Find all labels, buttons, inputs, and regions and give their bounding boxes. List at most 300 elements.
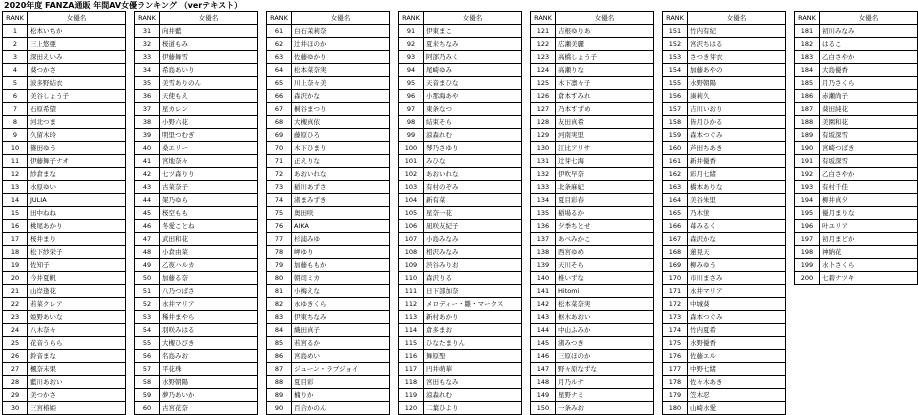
rank-cell: 59 — [135, 389, 160, 402]
rank-cell: 175 — [663, 337, 688, 350]
actress-name-cell: 向井藍 — [160, 25, 258, 38]
actress-name-cell: 涼森れむ — [424, 389, 522, 402]
table-row — [531, 142, 654, 155]
actress-name-cell: 天川そら — [556, 259, 654, 272]
actress-name-cell: 大槻真依 — [292, 116, 390, 129]
actress-name-cell: 宮島めい — [292, 350, 390, 363]
rank-cell: 132 — [531, 168, 556, 181]
rank-cell: 70 — [267, 142, 292, 155]
table-row — [531, 376, 654, 389]
actress-name-cell: 七碧ナツキ — [820, 272, 918, 285]
actress-name-cell: ジューン・ラブジョイ — [292, 363, 390, 376]
rank-cell: 30 — [3, 402, 28, 415]
table-header-row — [663, 12, 786, 25]
actress-name-cell: 桜井まり — [28, 233, 126, 246]
actress-name-cell: 野々原なずな — [556, 363, 654, 376]
table-row — [795, 155, 918, 168]
table-row — [663, 129, 786, 142]
table-row — [399, 155, 522, 168]
rank-cell: 112 — [399, 298, 424, 311]
actress-name-cell: 永井マリア — [688, 285, 786, 298]
rank-cell: 182 — [795, 38, 820, 51]
table-row — [399, 272, 522, 285]
rank-cell: 176 — [663, 350, 688, 363]
rank-cell: 83 — [267, 311, 292, 324]
rank-cell: 194 — [795, 194, 820, 207]
table-row — [267, 259, 390, 272]
table-row — [663, 350, 786, 363]
actress-name-cell: 永ゆきくら — [292, 298, 390, 311]
rank-cell: 46 — [135, 220, 160, 233]
rank-cell: 171 — [663, 285, 688, 298]
rank-cell: 111 — [399, 285, 424, 298]
table-row — [531, 389, 654, 402]
rank-cell: 79 — [267, 259, 292, 272]
rank-cell: 120 — [399, 402, 424, 415]
table-row — [531, 90, 654, 103]
rank-cell: 188 — [795, 116, 820, 129]
table-row — [795, 233, 918, 246]
rank-cell: 96 — [399, 90, 424, 103]
table-row — [795, 103, 918, 116]
actress-name-cell: 乙白さやか — [820, 51, 918, 64]
rank-cell: 195 — [795, 207, 820, 220]
rank-cell: 127 — [531, 103, 556, 116]
rank-cell: 177 — [663, 363, 688, 376]
table-row — [135, 207, 258, 220]
actress-name-cell: 楠りか — [292, 389, 390, 402]
actress-name-cell: 彩月七緒 — [688, 168, 786, 181]
actress-name-cell: あおいれな — [292, 168, 390, 181]
table-row — [795, 51, 918, 64]
actress-name-cell: 有村千佳 — [820, 181, 918, 194]
rank-cell: 100 — [399, 142, 424, 155]
rank-cell: 187 — [795, 103, 820, 116]
rank-cell: 23 — [3, 311, 28, 324]
table-row — [663, 194, 786, 207]
actress-name-cell: 笠木忍 — [688, 389, 786, 402]
actress-name-cell: 加藤ももか — [292, 259, 390, 272]
actress-name-cell: 東条なつ — [424, 103, 522, 116]
actress-name-cell: 乃本すずめ — [556, 103, 654, 116]
rank-cell: 67 — [267, 103, 292, 116]
rank-cell: 8 — [3, 116, 28, 129]
actress-name-cell: 夢乃あいか — [160, 389, 258, 402]
actress-name-cell: 初月まどか — [820, 233, 918, 246]
table-row — [3, 363, 126, 376]
actress-name-cell: 涼森れむ — [424, 129, 522, 142]
rank-cell: 192 — [795, 168, 820, 181]
rank-cell: 119 — [399, 389, 424, 402]
rank-cell: 24 — [3, 324, 28, 337]
table-row — [399, 311, 522, 324]
rank-cell: 12 — [3, 168, 28, 181]
table-row — [3, 272, 126, 285]
actress-name-cell: 宮地奈々 — [160, 155, 258, 168]
rank-cell: 118 — [399, 376, 424, 389]
actress-name-cell: 松本菜奈実 — [556, 298, 654, 311]
table-row — [531, 298, 654, 311]
rank-cell: 15 — [3, 207, 28, 220]
rank-cell: 97 — [399, 103, 424, 116]
rank-cell: 45 — [135, 207, 160, 220]
name-column-header: 女優名 — [28, 12, 126, 25]
actress-name-cell: 吉根ゆりあ — [556, 25, 654, 38]
actress-name-cell: 美雪ありのん — [160, 77, 258, 90]
rank-cell: 84 — [267, 324, 292, 337]
table-row — [399, 51, 522, 64]
rank-cell: 72 — [267, 168, 292, 181]
rank-cell: 189 — [795, 129, 820, 142]
table-row — [663, 90, 786, 103]
table-row — [531, 363, 654, 376]
table-row — [135, 337, 258, 350]
table-row — [3, 389, 126, 402]
table-row — [399, 181, 522, 194]
rank-cell: 152 — [663, 38, 688, 51]
rank-cell: 162 — [663, 168, 688, 181]
actress-name-cell: みひな — [424, 155, 522, 168]
actress-name-cell: 湊莉久 — [688, 90, 786, 103]
table-row — [531, 246, 654, 259]
table-row — [531, 194, 654, 207]
actress-name-cell: 宮田もなみ — [424, 376, 522, 389]
rank-cell: 27 — [3, 363, 28, 376]
actress-name-cell: 朝司ミカ — [292, 272, 390, 285]
table-row — [3, 25, 126, 38]
actress-name-cell: 武田和花 — [160, 233, 258, 246]
table-row — [135, 389, 258, 402]
rank-cell: 137 — [531, 233, 556, 246]
actress-name-cell: 大槻ひびき — [160, 337, 258, 350]
actress-name-cell: 織田真子 — [292, 324, 390, 337]
table-row — [399, 116, 522, 129]
table-row — [267, 64, 390, 77]
table-row — [795, 181, 918, 194]
table-row — [795, 129, 918, 142]
actress-name-cell: 森沢りる — [424, 272, 522, 285]
rank-cell: 14 — [3, 194, 28, 207]
actress-name-cell: 若菜クレア — [28, 298, 126, 311]
rank-cell: 138 — [531, 246, 556, 259]
rank-column-header: RANK — [795, 12, 820, 25]
table-row — [267, 350, 390, 363]
table-row — [3, 259, 126, 272]
actress-name-cell: ひなたまりん — [424, 337, 522, 350]
actress-name-cell: 星野ナミ — [556, 389, 654, 402]
rank-cell: 68 — [267, 116, 292, 129]
rank-cell: 151 — [663, 25, 688, 38]
actress-name-cell: 森本つぐみ — [688, 311, 786, 324]
actress-name-cell: 小倉由菜 — [160, 246, 258, 259]
rank-cell: 6 — [3, 90, 28, 103]
actress-name-cell: 三原ほのか — [556, 350, 654, 363]
table-row — [531, 155, 654, 168]
rank-cell: 190 — [795, 142, 820, 155]
actress-name-cell: 乙白さやか — [820, 168, 918, 181]
rank-cell: 19 — [3, 259, 28, 272]
rank-cell: 95 — [399, 77, 424, 90]
rank-cell: 122 — [531, 38, 556, 51]
rank-cell: 106 — [399, 220, 424, 233]
rank-cell: 107 — [399, 233, 424, 246]
actress-name-cell: 倉本すみれ — [556, 90, 654, 103]
actress-name-cell: 月乃さくら — [820, 77, 918, 90]
actress-name-cell: 鈴音まな — [28, 350, 126, 363]
rank-cell: 103 — [399, 181, 424, 194]
rank-cell: 10 — [3, 142, 28, 155]
actress-name-cell: 琴乃さゆり — [424, 142, 522, 155]
actress-name-cell: 久留木玲 — [28, 129, 126, 142]
table-row — [663, 116, 786, 129]
rank-cell: 164 — [663, 194, 688, 207]
table-row — [663, 233, 786, 246]
actress-name-cell: 八木奈々 — [28, 324, 126, 337]
table-row — [663, 246, 786, 259]
table-row — [135, 259, 258, 272]
rank-cell: 148 — [531, 376, 556, 389]
table-row — [135, 311, 258, 324]
actress-name-cell: 日下部加奈 — [424, 285, 522, 298]
rank-cell: 25 — [3, 337, 28, 350]
table-row — [135, 116, 258, 129]
table-row — [3, 38, 126, 51]
rank-cell: 184 — [795, 64, 820, 77]
table-row — [267, 116, 390, 129]
actress-name-cell: 夏目彩春 — [556, 194, 654, 207]
table-row — [795, 142, 918, 155]
table-row — [399, 64, 522, 77]
table-row — [3, 350, 126, 363]
actress-name-cell: 天使もえ — [160, 90, 258, 103]
rank-cell: 78 — [267, 246, 292, 259]
rank-cell: 108 — [399, 246, 424, 259]
actress-name-cell: 伊東ちなみ — [292, 311, 390, 324]
table-row — [663, 103, 786, 116]
rank-cell: 166 — [663, 220, 688, 233]
actress-name-cell: 有村のぞみ — [424, 181, 522, 194]
rank-cell: 140 — [531, 272, 556, 285]
table-header-row — [531, 12, 654, 25]
rank-cell: 41 — [135, 155, 160, 168]
actress-name-cell: 森沢かな — [688, 233, 786, 246]
table-row — [663, 168, 786, 181]
rank-cell: 186 — [795, 90, 820, 103]
rank-cell: 94 — [399, 64, 424, 77]
actress-name-cell: 美園和花 — [820, 116, 918, 129]
name-column-header: 女優名 — [556, 12, 654, 25]
rank-cell: 82 — [267, 298, 292, 311]
rank-cell: 105 — [399, 207, 424, 220]
rank-cell: 87 — [267, 363, 292, 376]
actress-name-cell: 辻井ほのか — [292, 38, 390, 51]
rank-cell: 29 — [3, 389, 28, 402]
actress-name-cell: 佐知子 — [28, 259, 126, 272]
actress-name-cell: 結束そら — [424, 116, 522, 129]
table-row — [267, 168, 390, 181]
table-header-row — [3, 12, 126, 25]
rank-cell: 147 — [531, 363, 556, 376]
actress-name-cell: 中野七緒 — [688, 363, 786, 376]
actress-name-cell: 中城葵 — [688, 298, 786, 311]
ranking-table-5 — [530, 11, 654, 415]
rank-column-header: RANK — [3, 12, 28, 25]
table-row — [267, 129, 390, 142]
name-column-header: 女優名 — [820, 12, 918, 25]
rank-cell: 71 — [267, 155, 292, 168]
rank-cell: 154 — [663, 64, 688, 77]
rank-cell: 37 — [135, 103, 160, 116]
rank-cell: 185 — [795, 77, 820, 90]
rank-cell: 32 — [135, 38, 160, 51]
actress-name-cell: 皆月ひかる — [688, 116, 786, 129]
rank-cell: 110 — [399, 272, 424, 285]
table-row — [135, 103, 258, 116]
actress-name-cell: 桜道もみ — [160, 38, 258, 51]
actress-name-cell: 葵田純花 — [820, 103, 918, 116]
actress-name-cell: 柳みゆう — [688, 259, 786, 272]
actress-name-cell: 松本いちか — [28, 25, 126, 38]
actress-name-cell: 冬愛ことね — [160, 220, 258, 233]
rank-cell: 17 — [3, 233, 28, 246]
table-row — [3, 129, 126, 142]
rank-cell: 142 — [531, 298, 556, 311]
rank-cell: 145 — [531, 337, 556, 350]
table-row — [663, 363, 786, 376]
actress-name-cell: 希島あいり — [160, 64, 258, 77]
table-row — [267, 285, 390, 298]
rank-cell: 133 — [531, 181, 556, 194]
actress-name-cell: 紗倉まな — [28, 168, 126, 181]
rank-cell: 4 — [3, 64, 28, 77]
actress-name-cell: 稀井まやら — [160, 311, 258, 324]
table-row — [267, 207, 390, 220]
rank-cell: 2 — [3, 38, 28, 51]
table-row — [267, 402, 390, 415]
table-row — [3, 181, 126, 194]
rank-cell: 136 — [531, 220, 556, 233]
rank-cell: 101 — [399, 155, 424, 168]
table-row — [267, 311, 390, 324]
rank-cell: 44 — [135, 194, 160, 207]
table-row — [663, 207, 786, 220]
rank-cell: 42 — [135, 168, 160, 181]
table-row — [663, 311, 786, 324]
rank-cell: 123 — [531, 51, 556, 64]
rank-cell: 135 — [531, 207, 556, 220]
rank-cell: 18 — [3, 246, 28, 259]
table-row — [531, 51, 654, 64]
rank-cell: 26 — [3, 350, 28, 363]
actress-name-cell: 羽咲みはる — [160, 324, 258, 337]
table-row — [135, 194, 258, 207]
rank-cell: 81 — [267, 285, 292, 298]
table-row — [531, 402, 654, 415]
actress-name-cell: 宮崎つばき — [820, 142, 918, 155]
table-header-row — [795, 12, 918, 25]
actress-name-cell: 永井マリア — [160, 298, 258, 311]
table-row — [267, 272, 390, 285]
table-row — [795, 168, 918, 181]
actress-name-cell: 新村あかり — [424, 311, 522, 324]
table-row — [135, 51, 258, 64]
rank-cell: 74 — [267, 194, 292, 207]
rank-cell: 38 — [135, 116, 160, 129]
table-row — [267, 363, 390, 376]
actress-name-cell: 奥田咲 — [292, 207, 390, 220]
rank-cell: 33 — [135, 51, 160, 64]
actress-name-cell: 神納花 — [820, 246, 918, 259]
table-row — [663, 298, 786, 311]
actress-name-cell: さつき芽衣 — [688, 51, 786, 64]
rank-cell: 53 — [135, 311, 160, 324]
rank-cell: 168 — [663, 246, 688, 259]
table-row — [663, 25, 786, 38]
rank-cell: 200 — [795, 272, 820, 285]
actress-name-cell: 江比アリサ — [556, 142, 654, 155]
actress-name-cell: 星カレン — [160, 103, 258, 116]
rank-cell: 55 — [135, 337, 160, 350]
actress-name-cell: 伊藤舞雪 — [160, 51, 258, 64]
actress-name-cell: 松本菜奈実 — [292, 64, 390, 77]
table-row — [3, 77, 126, 90]
rank-cell: 170 — [663, 272, 688, 285]
rank-cell: 34 — [135, 64, 160, 77]
actress-name-cell: 川上奈々美 — [292, 77, 390, 90]
table-row — [399, 207, 522, 220]
table-row — [267, 142, 390, 155]
actress-name-cell: 乙夜ハルカ — [160, 259, 258, 272]
table-row — [795, 64, 918, 77]
table-row — [267, 90, 390, 103]
rank-cell: 80 — [267, 272, 292, 285]
actress-name-cell: 夏目彩 — [292, 376, 390, 389]
actress-name-cell: 百合かのん — [292, 402, 390, 415]
table-row — [663, 272, 786, 285]
actress-name-cell: 芦田ちあき — [688, 142, 786, 155]
table-row — [531, 64, 654, 77]
rank-cell: 88 — [267, 376, 292, 389]
rank-cell: 61 — [267, 25, 292, 38]
actress-name-cell: 円井萌華 — [424, 363, 522, 376]
ranking-table-3 — [266, 11, 390, 415]
table-row — [267, 389, 390, 402]
table-row — [399, 285, 522, 298]
rank-cell: 173 — [663, 311, 688, 324]
rank-cell: 199 — [795, 259, 820, 272]
actress-name-cell: 叶ユリア — [820, 220, 918, 233]
actress-name-cell: 松下紗栄子 — [28, 246, 126, 259]
ranking-table-1 — [2, 11, 126, 415]
rank-cell: 160 — [663, 142, 688, 155]
table-row — [795, 272, 918, 285]
table-row — [3, 402, 126, 415]
actress-name-cell: 名島みお — [160, 350, 258, 363]
table-row — [399, 389, 522, 402]
table-row — [135, 350, 258, 363]
rank-cell: 98 — [399, 116, 424, 129]
actress-name-cell: 月乃ルナ — [556, 376, 654, 389]
table-row — [531, 103, 654, 116]
ranking-table-6 — [662, 11, 786, 415]
table-row — [399, 376, 522, 389]
table-row — [3, 142, 126, 155]
rank-cell: 69 — [267, 129, 292, 142]
table-row — [3, 220, 126, 233]
rank-cell: 146 — [531, 350, 556, 363]
actress-name-cell: 渚みつき — [556, 337, 654, 350]
actress-name-cell: 夏来ちなみ — [424, 38, 522, 51]
